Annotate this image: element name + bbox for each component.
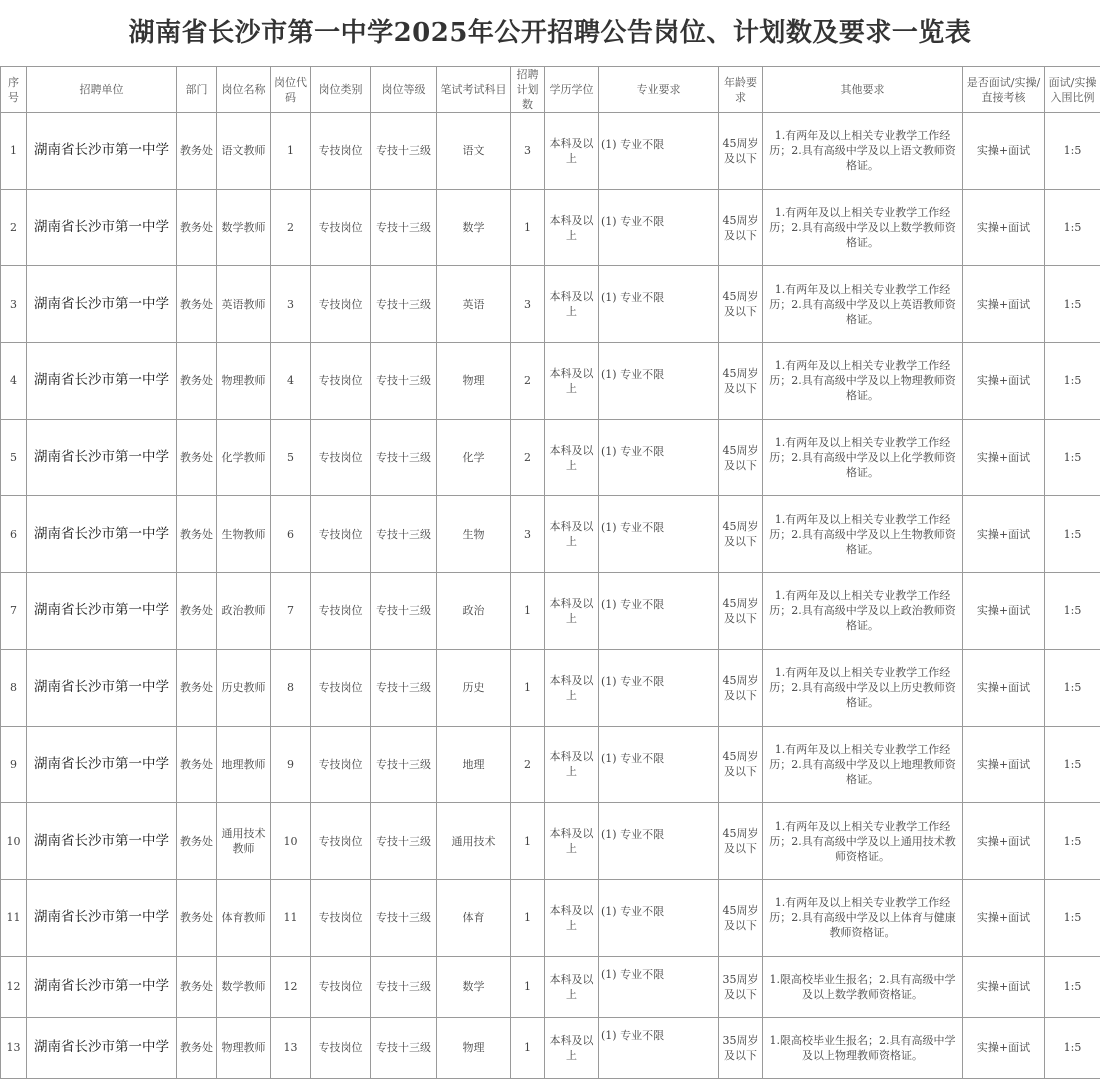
dept-cell: 教务处 <box>177 1017 217 1078</box>
unit-cell: 湖南省长沙市第一中学 <box>27 649 177 726</box>
category-cell: 专技岗位 <box>311 496 371 573</box>
post-cell: 历史教师 <box>217 649 271 726</box>
age-cell: 45周岁及以下 <box>719 266 763 343</box>
seq-cell: 3 <box>1 266 27 343</box>
level-cell: 专技十三级 <box>371 803 437 880</box>
major-cell: (1) 专业不限 <box>599 1017 719 1078</box>
other-cell: 1.有两年及以上相关专业教学工作经历；2.具有高级中学及以上化学教师资格证。 <box>763 419 963 496</box>
post-cell: 数学教师 <box>217 956 271 1017</box>
unit-cell: 湖南省长沙市第一中学 <box>27 573 177 650</box>
major-cell: (1) 专业不限 <box>599 726 719 803</box>
age-cell: 45周岁及以下 <box>719 726 763 803</box>
category-cell: 专技岗位 <box>311 956 371 1017</box>
plan-cell: 3 <box>511 113 545 190</box>
unit-cell: 湖南省长沙市第一中学 <box>27 879 177 956</box>
subject-cell: 通用技术 <box>437 803 511 880</box>
table-row <box>1 343 1100 420</box>
dept-cell: 教务处 <box>177 649 217 726</box>
table-body <box>1 113 1100 1079</box>
level-cell: 专技十三级 <box>371 343 437 420</box>
category-cell: 专技岗位 <box>311 189 371 266</box>
seq-cell: 11 <box>1 879 27 956</box>
ratio-cell: 1:5 <box>1045 189 1100 266</box>
major-cell: (1) 专业不限 <box>599 419 719 496</box>
category-cell: 专技岗位 <box>311 649 371 726</box>
subject-cell: 历史 <box>437 649 511 726</box>
recruitment-table <box>0 66 1100 1079</box>
post-cell: 地理教师 <box>217 726 271 803</box>
major-cell: (1) 专业不限 <box>599 956 719 1017</box>
other-cell: 1.有两年及以上相关专业教学工作经历；2.具有高级中学及以上语文教师资格证。 <box>763 113 963 190</box>
assess-cell: 实操+面试 <box>963 649 1045 726</box>
plan-cell: 1 <box>511 879 545 956</box>
code-cell: 12 <box>271 956 311 1017</box>
assess-cell: 实操+面试 <box>963 956 1045 1017</box>
table-row <box>1 1017 1100 1078</box>
subject-cell: 数学 <box>437 956 511 1017</box>
plan-cell: 1 <box>511 1017 545 1078</box>
table-row <box>1 879 1100 956</box>
ratio-cell: 1:5 <box>1045 1017 1100 1078</box>
post-cell: 通用技术教师 <box>217 803 271 880</box>
level-cell: 专技十三级 <box>371 419 437 496</box>
table-row <box>1 726 1100 803</box>
category-cell: 专技岗位 <box>311 573 371 650</box>
dept-cell: 教务处 <box>177 189 217 266</box>
other-cell: 1.限高校毕业生报名；2.具有高级中学及以上数学教师资格证。 <box>763 956 963 1017</box>
age-cell: 45周岁及以下 <box>719 573 763 650</box>
subject-cell: 化学 <box>437 419 511 496</box>
code-cell: 13 <box>271 1017 311 1078</box>
seq-cell: 1 <box>1 113 27 190</box>
col-header: 岗位代码 <box>271 67 311 113</box>
col-header: 年龄要求 <box>719 67 763 113</box>
dept-cell: 教务处 <box>177 266 217 343</box>
level-cell: 专技十三级 <box>371 496 437 573</box>
code-cell: 8 <box>271 649 311 726</box>
post-cell: 体育教师 <box>217 879 271 956</box>
post-cell: 物理教师 <box>217 343 271 420</box>
category-cell: 专技岗位 <box>311 113 371 190</box>
col-header: 专业要求 <box>599 67 719 113</box>
col-header: 招聘计划数 <box>511 67 545 113</box>
seq-cell: 8 <box>1 649 27 726</box>
dept-cell: 教务处 <box>177 343 217 420</box>
ratio-cell: 1:5 <box>1045 879 1100 956</box>
code-cell: 3 <box>271 266 311 343</box>
col-header: 面试/实操入围比例 <box>1045 67 1100 113</box>
seq-cell: 4 <box>1 343 27 420</box>
ratio-cell: 1:5 <box>1045 573 1100 650</box>
other-cell: 1.有两年及以上相关专业教学工作经历；2.具有高级中学及以上英语教师资格证。 <box>763 266 963 343</box>
col-header: 招聘单位 <box>27 67 177 113</box>
unit-cell: 湖南省长沙市第一中学 <box>27 419 177 496</box>
major-cell: (1) 专业不限 <box>599 573 719 650</box>
category-cell: 专技岗位 <box>311 726 371 803</box>
subject-cell: 数学 <box>437 189 511 266</box>
unit-cell: 湖南省长沙市第一中学 <box>27 956 177 1017</box>
level-cell: 专技十三级 <box>371 956 437 1017</box>
age-cell: 45周岁及以下 <box>719 496 763 573</box>
subject-cell: 生物 <box>437 496 511 573</box>
age-cell: 45周岁及以下 <box>719 649 763 726</box>
degree-cell: 本科及以上 <box>545 879 599 956</box>
table-row <box>1 956 1100 1017</box>
seq-cell: 2 <box>1 189 27 266</box>
other-cell: 1.有两年及以上相关专业教学工作经历；2.具有高级中学及以上地理教师资格证。 <box>763 726 963 803</box>
degree-cell: 本科及以上 <box>545 189 599 266</box>
col-header: 笔试考试科目 <box>437 67 511 113</box>
plan-cell: 1 <box>511 189 545 266</box>
age-cell: 45周岁及以下 <box>719 419 763 496</box>
code-cell: 6 <box>271 496 311 573</box>
plan-cell: 1 <box>511 649 545 726</box>
seq-cell: 10 <box>1 803 27 880</box>
other-cell: 1.有两年及以上相关专业教学工作经历；2.具有高级中学及以上政治教师资格证。 <box>763 573 963 650</box>
col-header: 岗位类别 <box>311 67 371 113</box>
level-cell: 专技十三级 <box>371 649 437 726</box>
post-cell: 化学教师 <box>217 419 271 496</box>
age-cell: 45周岁及以下 <box>719 879 763 956</box>
seq-cell: 13 <box>1 1017 27 1078</box>
degree-cell: 本科及以上 <box>545 419 599 496</box>
col-header: 岗位名称 <box>217 67 271 113</box>
major-cell: (1) 专业不限 <box>599 649 719 726</box>
ratio-cell: 1:5 <box>1045 343 1100 420</box>
major-cell: (1) 专业不限 <box>599 803 719 880</box>
plan-cell: 1 <box>511 803 545 880</box>
subject-cell: 地理 <box>437 726 511 803</box>
unit-cell: 湖南省长沙市第一中学 <box>27 496 177 573</box>
other-cell: 1.有两年及以上相关专业教学工作经历；2.具有高级中学及以上通用技术教师资格证。 <box>763 803 963 880</box>
table-row <box>1 649 1100 726</box>
other-cell: 1.有两年及以上相关专业教学工作经历；2.具有高级中学及以上物理教师资格证。 <box>763 343 963 420</box>
other-cell: 1.有两年及以上相关专业教学工作经历；2.具有高级中学及以上生物教师资格证。 <box>763 496 963 573</box>
code-cell: 10 <box>271 803 311 880</box>
table-row <box>1 573 1100 650</box>
col-header: 是否面试/实操/直接考核 <box>963 67 1045 113</box>
major-cell: (1) 专业不限 <box>599 879 719 956</box>
assess-cell: 实操+面试 <box>963 266 1045 343</box>
table-row <box>1 496 1100 573</box>
other-cell: 1.有两年及以上相关专业教学工作经历；2.具有高级中学及以上体育与健康教师资格证。 <box>763 879 963 956</box>
level-cell: 专技十三级 <box>371 879 437 956</box>
category-cell: 专技岗位 <box>311 1017 371 1078</box>
age-cell: 45周岁及以下 <box>719 113 763 190</box>
degree-cell: 本科及以上 <box>545 573 599 650</box>
age-cell: 35周岁及以下 <box>719 1017 763 1078</box>
degree-cell: 本科及以上 <box>545 113 599 190</box>
plan-cell: 3 <box>511 496 545 573</box>
age-cell: 35周岁及以下 <box>719 956 763 1017</box>
unit-cell: 湖南省长沙市第一中学 <box>27 1017 177 1078</box>
level-cell: 专技十三级 <box>371 1017 437 1078</box>
category-cell: 专技岗位 <box>311 879 371 956</box>
table-row <box>1 189 1100 266</box>
ratio-cell: 1:5 <box>1045 956 1100 1017</box>
major-cell: (1) 专业不限 <box>599 496 719 573</box>
plan-cell: 3 <box>511 266 545 343</box>
code-cell: 1 <box>271 113 311 190</box>
assess-cell: 实操+面试 <box>963 879 1045 956</box>
dept-cell: 教务处 <box>177 113 217 190</box>
assess-cell: 实操+面试 <box>963 496 1045 573</box>
post-cell: 物理教师 <box>217 1017 271 1078</box>
degree-cell: 本科及以上 <box>545 956 599 1017</box>
unit-cell: 湖南省长沙市第一中学 <box>27 343 177 420</box>
seq-cell: 6 <box>1 496 27 573</box>
plan-cell: 1 <box>511 956 545 1017</box>
unit-cell: 湖南省长沙市第一中学 <box>27 803 177 880</box>
level-cell: 专技十三级 <box>371 189 437 266</box>
post-cell: 数学教师 <box>217 189 271 266</box>
assess-cell: 实操+面试 <box>963 189 1045 266</box>
assess-cell: 实操+面试 <box>963 1017 1045 1078</box>
degree-cell: 本科及以上 <box>545 266 599 343</box>
seq-cell: 7 <box>1 573 27 650</box>
code-cell: 9 <box>271 726 311 803</box>
age-cell: 45周岁及以下 <box>719 189 763 266</box>
post-cell: 语文教师 <box>217 113 271 190</box>
subject-cell: 英语 <box>437 266 511 343</box>
level-cell: 专技十三级 <box>371 573 437 650</box>
category-cell: 专技岗位 <box>311 419 371 496</box>
ratio-cell: 1:5 <box>1045 266 1100 343</box>
table-row <box>1 803 1100 880</box>
code-cell: 5 <box>271 419 311 496</box>
col-header: 序号 <box>1 67 27 113</box>
ratio-cell: 1:5 <box>1045 496 1100 573</box>
level-cell: 专技十三级 <box>371 113 437 190</box>
age-cell: 45周岁及以下 <box>719 803 763 880</box>
dept-cell: 教务处 <box>177 419 217 496</box>
assess-cell: 实操+面试 <box>963 343 1045 420</box>
major-cell: (1) 专业不限 <box>599 189 719 266</box>
ratio-cell: 1:5 <box>1045 419 1100 496</box>
subject-cell: 物理 <box>437 343 511 420</box>
unit-cell: 湖南省长沙市第一中学 <box>27 113 177 190</box>
degree-cell: 本科及以上 <box>545 1017 599 1078</box>
other-cell: 1.有两年及以上相关专业教学工作经历；2.具有高级中学及以上历史教师资格证。 <box>763 649 963 726</box>
dept-cell: 教务处 <box>177 803 217 880</box>
plan-cell: 2 <box>511 419 545 496</box>
ratio-cell: 1:5 <box>1045 726 1100 803</box>
table-row <box>1 266 1100 343</box>
col-header: 其他要求 <box>763 67 963 113</box>
post-cell: 英语教师 <box>217 266 271 343</box>
degree-cell: 本科及以上 <box>545 649 599 726</box>
code-cell: 2 <box>271 189 311 266</box>
major-cell: (1) 专业不限 <box>599 343 719 420</box>
major-cell: (1) 专业不限 <box>599 113 719 190</box>
plan-cell: 1 <box>511 573 545 650</box>
post-cell: 政治教师 <box>217 573 271 650</box>
code-cell: 7 <box>271 573 311 650</box>
subject-cell: 体育 <box>437 879 511 956</box>
category-cell: 专技岗位 <box>311 343 371 420</box>
major-cell: (1) 专业不限 <box>599 266 719 343</box>
dept-cell: 教务处 <box>177 496 217 573</box>
table-row <box>1 113 1100 190</box>
plan-cell: 2 <box>511 343 545 420</box>
level-cell: 专技十三级 <box>371 266 437 343</box>
subject-cell: 语文 <box>437 113 511 190</box>
assess-cell: 实操+面试 <box>963 726 1045 803</box>
assess-cell: 实操+面试 <box>963 419 1045 496</box>
level-cell: 专技十三级 <box>371 726 437 803</box>
unit-cell: 湖南省长沙市第一中学 <box>27 726 177 803</box>
assess-cell: 实操+面试 <box>963 573 1045 650</box>
seq-cell: 12 <box>1 956 27 1017</box>
col-header: 学历学位 <box>545 67 599 113</box>
other-cell: 1.有两年及以上相关专业教学工作经历；2.具有高级中学及以上数学教师资格证。 <box>763 189 963 266</box>
table-row <box>1 419 1100 496</box>
degree-cell: 本科及以上 <box>545 726 599 803</box>
dept-cell: 教务处 <box>177 726 217 803</box>
col-header: 岗位等级 <box>371 67 437 113</box>
code-cell: 4 <box>271 343 311 420</box>
dept-cell: 教务处 <box>177 956 217 1017</box>
plan-cell: 2 <box>511 726 545 803</box>
post-cell: 生物教师 <box>217 496 271 573</box>
dept-cell: 教务处 <box>177 573 217 650</box>
subject-cell: 政治 <box>437 573 511 650</box>
other-cell: 1.限高校毕业生报名；2.具有高级中学及以上物理教师资格证。 <box>763 1017 963 1078</box>
category-cell: 专技岗位 <box>311 266 371 343</box>
seq-cell: 5 <box>1 419 27 496</box>
page-title: 湖南省长沙市第一中学2025年公开招聘公告岗位、计划数及要求一览表 <box>128 18 972 48</box>
ratio-cell: 1:5 <box>1045 649 1100 726</box>
dept-cell: 教务处 <box>177 879 217 956</box>
col-header: 部门 <box>177 67 217 113</box>
degree-cell: 本科及以上 <box>545 803 599 880</box>
unit-cell: 湖南省长沙市第一中学 <box>27 189 177 266</box>
assess-cell: 实操+面试 <box>963 803 1045 880</box>
category-cell: 专技岗位 <box>311 803 371 880</box>
ratio-cell: 1:5 <box>1045 113 1100 190</box>
code-cell: 11 <box>271 879 311 956</box>
seq-cell: 9 <box>1 726 27 803</box>
subject-cell: 物理 <box>437 1017 511 1078</box>
assess-cell: 实操+面试 <box>963 113 1045 190</box>
degree-cell: 本科及以上 <box>545 343 599 420</box>
ratio-cell: 1:5 <box>1045 803 1100 880</box>
header-row <box>1 67 1100 113</box>
age-cell: 45周岁及以下 <box>719 343 763 420</box>
degree-cell: 本科及以上 <box>545 496 599 573</box>
unit-cell: 湖南省长沙市第一中学 <box>27 266 177 343</box>
